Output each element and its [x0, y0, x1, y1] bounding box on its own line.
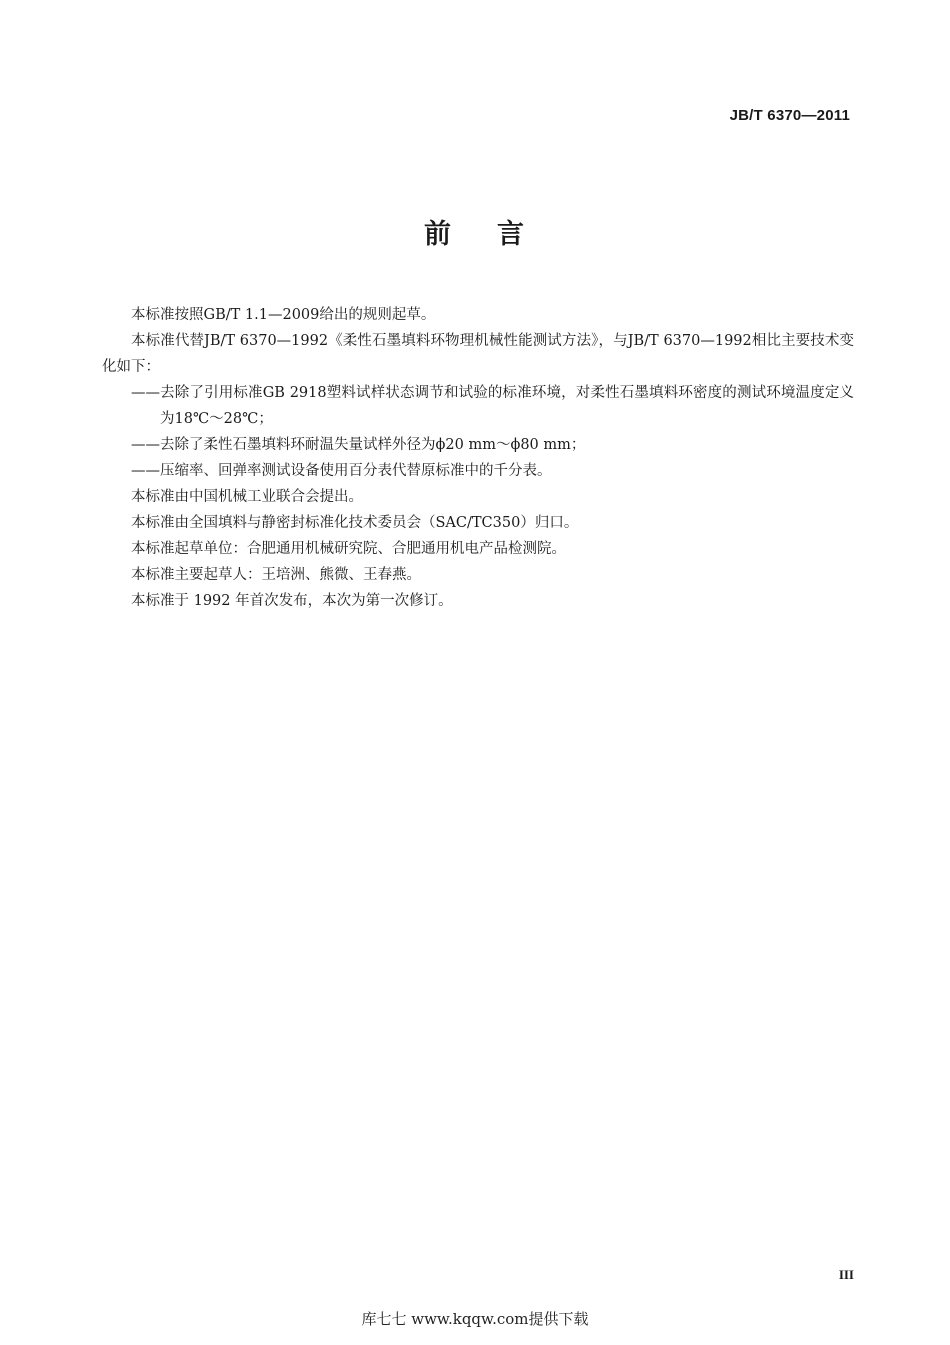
- paragraph-history: 本标准于 1992 年首次发布，本次为第一次修订。: [131, 593, 453, 609]
- change-item: ——压缩率、回弹率测试设备使用百分表代替原标准中的千分表。: [131, 463, 552, 479]
- footer-watermark-text: 库七七 www.kqqw.com提供下载: [361, 1310, 589, 1328]
- page-number: III: [838, 1267, 854, 1282]
- preface-body: [102, 302, 854, 614]
- change-item: ——去除了引用标准GB 2918塑料试样状态调节和试验的标准环境，对柔性石墨填料环密度的测试环境温度定义为18℃～28℃；: [131, 385, 854, 427]
- paragraph-drafting-rules: 本标准按照GB/T 1.1—2009给出的规则起草。: [131, 307, 436, 323]
- title-char-1: 前: [424, 219, 453, 250]
- page-title: [0, 212, 950, 251]
- paragraph-drafters: 本标准主要起草人：王培洲、熊微、王春燕。: [131, 567, 421, 583]
- paragraph-proposer: 本标准由中国机械工业联合会提出。: [131, 489, 363, 505]
- paragraph-drafting-units: 本标准起草单位：合肥通用机械研究院、合肥通用机电产品检测院。: [131, 541, 566, 557]
- standard-code: JB/T 6370—2011: [729, 107, 850, 124]
- paragraph-committee: 本标准由全国填料与静密封标准化技术委员会（SAC/TC350）归口。: [131, 515, 579, 531]
- change-item: ——去除了柔性石墨填料环耐温失量试样外径为ϕ20 mm～ϕ80 mm；: [131, 437, 586, 453]
- title-char-2: 言: [497, 219, 526, 250]
- paragraph-replacement: 本标准代替JB/T 6370—1992《柔性石墨填料环物理机械性能测试方法》，与JB/T 6370—1992相比主要技术变化如下：: [102, 333, 854, 375]
